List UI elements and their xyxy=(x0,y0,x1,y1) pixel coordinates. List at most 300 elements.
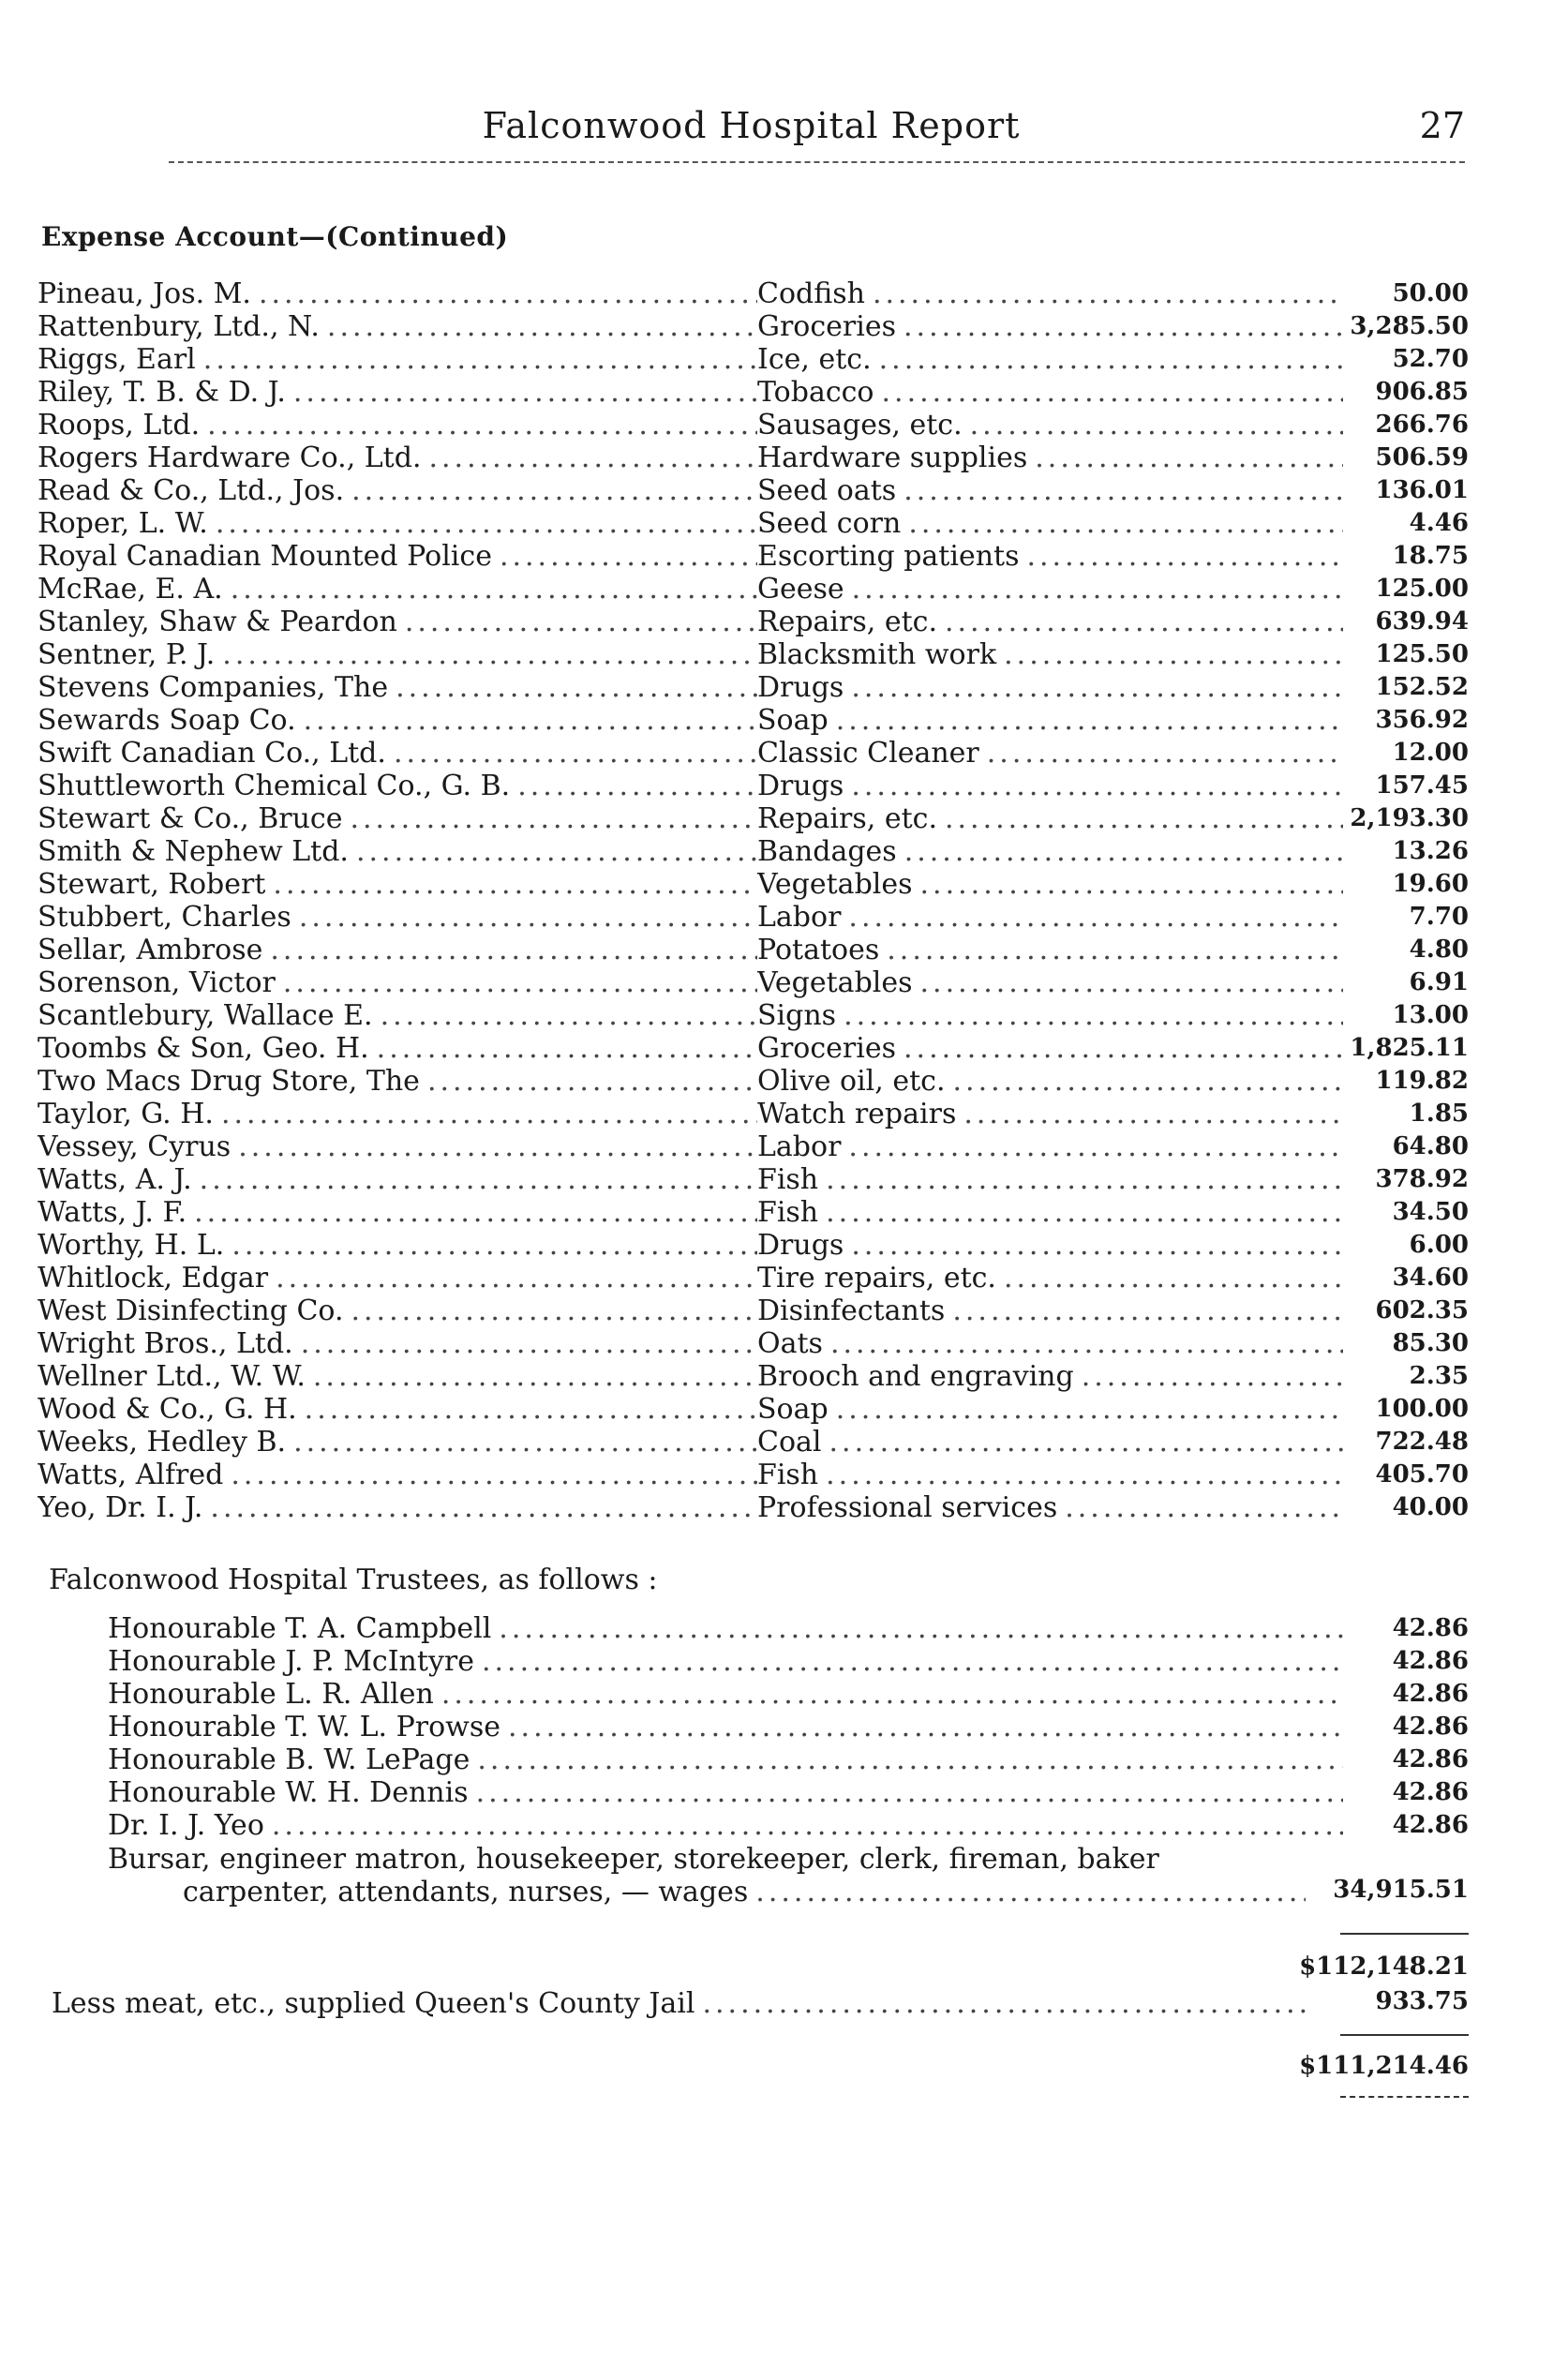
payee-name: Wright Bros., Ltd. xyxy=(37,1327,293,1360)
payee-name: Royal Canadian Mounted Police xyxy=(37,540,492,573)
dot-leader xyxy=(841,901,1343,934)
expense-item: Groceries xyxy=(757,310,897,343)
trustee-name: Dr. I. J. Yeo xyxy=(108,1809,264,1842)
trustee-amount: 42.86 xyxy=(1392,1647,1469,1675)
expense-row xyxy=(37,1327,1469,1360)
trustee-amount: 42.86 xyxy=(1392,1680,1469,1708)
trustee-list xyxy=(37,1612,1469,1842)
expense-amount: 64.80 xyxy=(1392,1132,1469,1160)
dot-leader xyxy=(829,1393,1343,1426)
item-cell xyxy=(757,1229,1343,1262)
dot-leader xyxy=(694,1987,1306,2020)
item-cell xyxy=(757,1426,1343,1459)
less-label: Less meat, etc., supplied Queen's County Jail xyxy=(52,1987,695,2020)
expense-item: Soap xyxy=(757,704,829,737)
payee-name: Swift Canadian Co., Ltd. xyxy=(37,737,386,770)
trustee-name: Honourable W. H. Dennis xyxy=(108,1776,469,1809)
trustee-name-cell xyxy=(108,1776,1343,1809)
dot-leader xyxy=(829,704,1343,737)
trustee-amount: 42.86 xyxy=(1392,1778,1469,1806)
expense-item: Labor xyxy=(757,901,842,934)
expense-amount: 85.30 xyxy=(1392,1329,1469,1357)
item-cell xyxy=(757,376,1343,409)
dot-leader xyxy=(492,540,757,573)
item-cell xyxy=(757,835,1343,868)
dot-leader xyxy=(320,310,757,343)
trustee-row xyxy=(37,1711,1469,1743)
expense-amount: 125.50 xyxy=(1375,640,1469,668)
subtotal-amount: $112,148.21 xyxy=(1299,1953,1469,1981)
expense-row xyxy=(37,1360,1469,1393)
trustee-name-cell xyxy=(108,1645,1343,1678)
expense-row xyxy=(37,540,1469,573)
expense-item: Disinfectants xyxy=(757,1294,946,1327)
expense-item: Olive oil, etc. xyxy=(757,1065,946,1098)
expense-row xyxy=(37,343,1469,376)
item-cell xyxy=(757,901,1343,934)
payee-name: McRae, E. A. xyxy=(37,573,223,606)
expense-amount: 125.00 xyxy=(1375,575,1469,603)
item-cell xyxy=(757,966,1343,999)
payee-cell xyxy=(37,1491,757,1524)
expense-row xyxy=(37,1163,1469,1196)
expense-row xyxy=(37,277,1469,310)
dot-leader xyxy=(470,1743,1343,1776)
payee-cell xyxy=(37,1294,757,1327)
trustee-row xyxy=(37,1612,1469,1645)
dot-leader xyxy=(937,606,1343,638)
expense-amount: 50.00 xyxy=(1392,279,1469,307)
expense-list xyxy=(37,277,1469,1524)
total-rule xyxy=(1340,2034,1469,2036)
dot-leader xyxy=(349,835,757,868)
dot-leader xyxy=(397,606,757,638)
dot-leader xyxy=(386,737,757,770)
payee-cell xyxy=(37,1196,757,1229)
dot-leader xyxy=(276,966,757,999)
expense-item: Sausages, etc. xyxy=(757,409,963,441)
item-cell xyxy=(757,1130,1343,1163)
trustee-name-cell xyxy=(108,1809,1343,1842)
expense-item: Potatoes xyxy=(757,934,880,966)
dot-leader xyxy=(872,343,1343,376)
expense-item: Signs xyxy=(757,999,837,1032)
item-cell xyxy=(757,1491,1343,1524)
dot-leader xyxy=(223,1459,757,1491)
dot-leader xyxy=(1019,540,1343,573)
dot-leader xyxy=(223,573,757,606)
expense-item: Vegetables xyxy=(757,966,913,999)
expense-item: Codfish xyxy=(757,277,865,310)
expense-row xyxy=(37,1032,1469,1065)
expense-item: Soap xyxy=(757,1393,829,1426)
expense-item: Seed oats xyxy=(757,474,897,507)
dot-leader xyxy=(474,1645,1343,1678)
dot-leader xyxy=(293,1327,757,1360)
expense-row xyxy=(37,606,1469,638)
trustee-name-cell xyxy=(108,1678,1343,1711)
dot-leader xyxy=(306,1360,757,1393)
dot-leader xyxy=(937,802,1343,835)
dot-leader xyxy=(841,1130,1343,1163)
trustee-name: Honourable J. P. McIntyre xyxy=(108,1645,474,1678)
expense-item: Drugs xyxy=(757,671,844,704)
payee-name: West Disinfecting Co. xyxy=(37,1294,344,1327)
wages-description-line1: Bursar, engineer matron, housekeeper, storekeeper, clerk, fireman, baker xyxy=(108,1843,1159,1876)
dot-leader xyxy=(286,376,757,409)
trustee-row xyxy=(37,1809,1469,1842)
item-cell xyxy=(757,1196,1343,1229)
dot-leader xyxy=(945,1294,1343,1327)
item-cell xyxy=(757,1294,1343,1327)
payee-cell xyxy=(37,999,757,1032)
item-cell xyxy=(757,409,1343,441)
dot-leader xyxy=(192,1163,757,1196)
item-cell xyxy=(757,1163,1343,1196)
payee-name: Wood & Co., G. H. xyxy=(37,1393,297,1426)
payee-name: Riley, T. B. & D. J. xyxy=(37,376,286,409)
expense-item: Drugs xyxy=(757,770,844,802)
trustee-row xyxy=(37,1645,1469,1678)
expense-row xyxy=(37,934,1469,966)
payee-name: Wellner Ltd., W. W. xyxy=(37,1360,306,1393)
expense-item: Labor xyxy=(757,1130,842,1163)
dot-leader xyxy=(342,802,757,835)
expense-item: Repairs, etc. xyxy=(757,606,937,638)
payee-cell xyxy=(37,1426,757,1459)
expense-amount: 602.35 xyxy=(1375,1296,1469,1324)
expense-amount: 639.94 xyxy=(1375,607,1469,636)
dot-leader xyxy=(897,835,1343,868)
dot-leader xyxy=(865,277,1343,310)
payee-cell xyxy=(37,474,757,507)
payee-name: Sellar, Ambrose xyxy=(37,934,263,966)
payee-name: Yeo, Dr. I. J. xyxy=(37,1491,203,1524)
dot-leader xyxy=(896,474,1343,507)
expense-item: Geese xyxy=(757,573,844,606)
payee-cell xyxy=(37,409,757,441)
dot-leader xyxy=(896,310,1343,343)
dot-leader xyxy=(296,704,757,737)
expense-item: Vegetables xyxy=(757,868,913,901)
expense-item: Classic Cleaner xyxy=(757,737,979,770)
expense-item: Groceries xyxy=(757,1032,897,1065)
expense-item: Drugs xyxy=(757,1229,844,1262)
item-cell xyxy=(757,1032,1343,1065)
trustee-amount: 42.86 xyxy=(1392,1713,1469,1741)
expense-amount: 40.00 xyxy=(1392,1493,1469,1521)
payee-name: Sewards Soap Co. xyxy=(37,704,296,737)
expense-amount: 4.80 xyxy=(1409,935,1469,964)
expense-amount: 136.01 xyxy=(1375,476,1469,504)
expense-row xyxy=(37,1426,1469,1459)
expense-amount: 157.45 xyxy=(1375,771,1469,800)
dot-leader xyxy=(818,1459,1343,1491)
expense-amount: 3,285.50 xyxy=(1350,312,1469,340)
expense-row xyxy=(37,901,1469,934)
payee-cell xyxy=(37,638,757,671)
payee-name: Taylor, G. H. xyxy=(37,1098,214,1130)
expense-amount: 119.82 xyxy=(1375,1067,1469,1095)
dot-leader xyxy=(208,507,757,540)
payee-cell xyxy=(37,540,757,573)
expense-row xyxy=(37,376,1469,409)
payee-name: Stewart & Co., Bruce xyxy=(37,802,343,835)
expense-row xyxy=(37,1393,1469,1426)
payee-cell xyxy=(37,737,757,770)
payee-name: Stubbert, Charles xyxy=(37,901,291,934)
expense-row xyxy=(37,441,1469,474)
dot-leader xyxy=(291,901,757,934)
dot-leader xyxy=(421,441,757,474)
expense-amount: 4.46 xyxy=(1409,509,1469,537)
dot-leader xyxy=(963,409,1343,441)
trustee-name: Honourable B. W. LePage xyxy=(108,1743,470,1776)
expense-amount: 1.85 xyxy=(1409,1100,1469,1128)
item-cell xyxy=(757,441,1343,474)
dot-leader xyxy=(836,999,1343,1032)
expense-row xyxy=(37,310,1469,343)
item-cell xyxy=(757,1360,1343,1393)
expense-row xyxy=(37,1065,1469,1098)
expense-row xyxy=(37,507,1469,540)
trustee-name-cell xyxy=(108,1612,1343,1645)
expense-item: Fish xyxy=(757,1196,819,1229)
expense-row xyxy=(37,868,1469,901)
payee-cell xyxy=(37,868,757,901)
payee-cell xyxy=(37,1229,757,1262)
trustee-row xyxy=(37,1678,1469,1711)
expense-amount: 13.26 xyxy=(1392,837,1469,865)
expense-row xyxy=(37,1098,1469,1130)
expense-row xyxy=(37,1196,1469,1229)
payee-cell xyxy=(37,1098,757,1130)
payee-cell xyxy=(37,376,757,409)
trustee-amount: 42.86 xyxy=(1392,1614,1469,1642)
trustees-intro: Falconwood Hospital Trustees, as follows : xyxy=(49,1564,658,1596)
dot-leader xyxy=(262,934,757,966)
expense-item: Fish xyxy=(757,1459,819,1491)
subtotal-rule xyxy=(1340,1933,1469,1935)
dot-leader xyxy=(268,1262,757,1294)
expense-row xyxy=(37,999,1469,1032)
expense-amount: 722.48 xyxy=(1375,1428,1469,1456)
payee-cell xyxy=(37,770,757,802)
expense-item: Escorting patients xyxy=(757,540,1020,573)
expense-amount: 13.00 xyxy=(1392,1001,1469,1029)
payee-name: Roper, L. W. xyxy=(37,507,208,540)
expense-row xyxy=(37,737,1469,770)
payee-cell xyxy=(37,1393,757,1426)
dot-leader xyxy=(818,1196,1343,1229)
page-header xyxy=(37,105,1465,157)
dot-leader xyxy=(202,1491,757,1524)
dot-leader xyxy=(214,1098,757,1130)
dot-leader xyxy=(956,1098,1343,1130)
dot-leader xyxy=(844,770,1343,802)
expense-amount: 356.92 xyxy=(1375,706,1469,734)
expense-amount: 6.91 xyxy=(1409,968,1469,996)
item-cell xyxy=(757,540,1343,573)
dot-leader xyxy=(265,868,757,901)
payee-name: Weeks, Hedley B. xyxy=(37,1426,287,1459)
expense-amount: 1,825.11 xyxy=(1350,1034,1469,1062)
payee-cell xyxy=(37,901,757,934)
payee-cell xyxy=(37,966,757,999)
expense-item: Coal xyxy=(757,1426,822,1459)
payee-cell xyxy=(37,1327,757,1360)
item-cell xyxy=(757,770,1343,802)
section-heading: Expense Account—(Continued) xyxy=(41,221,509,252)
dot-leader xyxy=(913,868,1343,901)
dot-leader xyxy=(979,737,1343,770)
payee-cell xyxy=(37,277,757,310)
dot-leader xyxy=(344,474,757,507)
payee-cell xyxy=(37,343,757,376)
dot-leader xyxy=(844,573,1343,606)
expense-item: Blacksmith work xyxy=(757,638,997,671)
payee-name: Roops, Ltd. xyxy=(37,409,201,441)
expense-item: Fish xyxy=(757,1163,819,1196)
dot-leader xyxy=(343,1294,757,1327)
dot-leader xyxy=(946,1065,1344,1098)
expense-row xyxy=(37,1262,1469,1294)
wages-amount: 34,915.51 xyxy=(1333,1876,1469,1904)
header-divider xyxy=(169,161,1465,163)
item-cell xyxy=(757,1393,1343,1426)
expense-item: Oats xyxy=(757,1327,823,1360)
expense-row xyxy=(37,1294,1469,1327)
less-amount: 933.75 xyxy=(1375,1987,1469,2015)
payee-name: Rogers Hardware Co., Ltd. xyxy=(37,441,422,474)
expense-amount: 7.70 xyxy=(1409,903,1469,931)
expense-row xyxy=(37,1459,1469,1491)
expense-row xyxy=(37,638,1469,671)
trustee-amount: 42.86 xyxy=(1392,1745,1469,1773)
item-cell xyxy=(757,1098,1343,1130)
total-double-rule xyxy=(1340,2096,1469,2098)
dot-leader xyxy=(251,277,757,310)
dot-leader xyxy=(996,1262,1343,1294)
expense-amount: 12.00 xyxy=(1392,739,1469,767)
expense-row xyxy=(37,966,1469,999)
dot-leader xyxy=(748,1876,1306,1908)
less-line xyxy=(52,1987,1306,2020)
item-cell xyxy=(757,277,1343,310)
item-cell xyxy=(757,737,1343,770)
expense-item: Bandages xyxy=(757,835,897,868)
dot-leader xyxy=(1027,441,1343,474)
trustee-row xyxy=(37,1776,1469,1809)
dot-leader xyxy=(491,1612,1343,1645)
payee-name: Stanley, Shaw & Peardon xyxy=(37,606,397,638)
item-cell xyxy=(757,1327,1343,1360)
dot-leader xyxy=(823,1327,1343,1360)
dot-leader xyxy=(200,409,757,441)
dot-leader xyxy=(901,507,1343,540)
trustee-name-cell xyxy=(108,1711,1343,1743)
final-total-amount: $111,214.46 xyxy=(1299,2052,1469,2080)
payee-name: Sentner, P. J. xyxy=(37,638,216,671)
item-cell xyxy=(757,507,1343,540)
expense-amount: 2.35 xyxy=(1409,1362,1469,1390)
dot-leader xyxy=(1057,1491,1343,1524)
item-cell xyxy=(757,573,1343,606)
payee-cell xyxy=(37,573,757,606)
dot-leader xyxy=(231,1130,757,1163)
payee-cell xyxy=(37,1459,757,1491)
expense-amount: 506.59 xyxy=(1375,443,1469,471)
dot-leader xyxy=(874,376,1344,409)
expense-item: Hardware supplies xyxy=(757,441,1028,474)
wages-description-text: carpenter, attendants, nurses, — wages xyxy=(183,1876,749,1908)
payee-name: Pineau, Jos. M. xyxy=(37,277,251,310)
expense-amount: 6.00 xyxy=(1409,1231,1469,1259)
item-cell xyxy=(757,1065,1343,1098)
dot-leader xyxy=(844,671,1343,704)
payee-cell xyxy=(37,507,757,540)
payee-cell xyxy=(37,1032,757,1065)
payee-name: Watts, Alfred xyxy=(37,1459,224,1491)
item-cell xyxy=(757,868,1343,901)
trustee-amount: 42.86 xyxy=(1392,1811,1469,1839)
expense-amount: 378.92 xyxy=(1375,1165,1469,1193)
item-cell xyxy=(757,606,1343,638)
payee-cell xyxy=(37,606,757,638)
expense-row xyxy=(37,671,1469,704)
item-cell xyxy=(757,704,1343,737)
payee-name: Smith & Nephew Ltd. xyxy=(37,835,349,868)
expense-row xyxy=(37,409,1469,441)
dot-leader xyxy=(286,1426,757,1459)
dot-leader xyxy=(996,638,1343,671)
expense-item: Watch repairs xyxy=(757,1098,957,1130)
expense-amount: 52.70 xyxy=(1392,345,1469,373)
dot-leader xyxy=(434,1678,1343,1711)
payee-name: Watts, A. J. xyxy=(37,1163,192,1196)
payee-name: Toombs & Son, Geo. H. xyxy=(37,1032,369,1065)
expense-amount: 266.76 xyxy=(1375,411,1469,439)
dot-leader xyxy=(369,1032,757,1065)
payee-name: Stevens Companies, The xyxy=(37,671,389,704)
expense-row xyxy=(37,704,1469,737)
payee-name: Two Macs Drug Store, The xyxy=(37,1065,420,1098)
payee-name: Shuttleworth Chemical Co., G. B. xyxy=(37,770,511,802)
item-cell xyxy=(757,638,1343,671)
dot-leader xyxy=(822,1426,1344,1459)
dot-leader xyxy=(373,999,757,1032)
payee-cell xyxy=(37,934,757,966)
expense-amount: 405.70 xyxy=(1375,1460,1469,1489)
expense-amount: 19.60 xyxy=(1392,870,1469,898)
payee-name: Whitlock, Edgar xyxy=(37,1262,269,1294)
payee-cell xyxy=(37,1360,757,1393)
payee-name: Riggs, Earl xyxy=(37,343,196,376)
payee-cell xyxy=(37,1065,757,1098)
payee-cell xyxy=(37,1163,757,1196)
trustee-name: Honourable T. A. Campbell xyxy=(108,1612,492,1645)
expense-amount: 100.00 xyxy=(1375,1395,1469,1423)
trustee-row xyxy=(37,1743,1469,1776)
expense-row xyxy=(37,802,1469,835)
expense-amount: 34.50 xyxy=(1392,1198,1469,1226)
expense-row xyxy=(37,835,1469,868)
dot-leader xyxy=(469,1776,1343,1809)
dot-leader xyxy=(844,1229,1343,1262)
payee-name: Watts, J. F. xyxy=(37,1196,187,1229)
item-cell xyxy=(757,802,1343,835)
page-title: Falconwood Hospital Report xyxy=(482,105,1021,146)
